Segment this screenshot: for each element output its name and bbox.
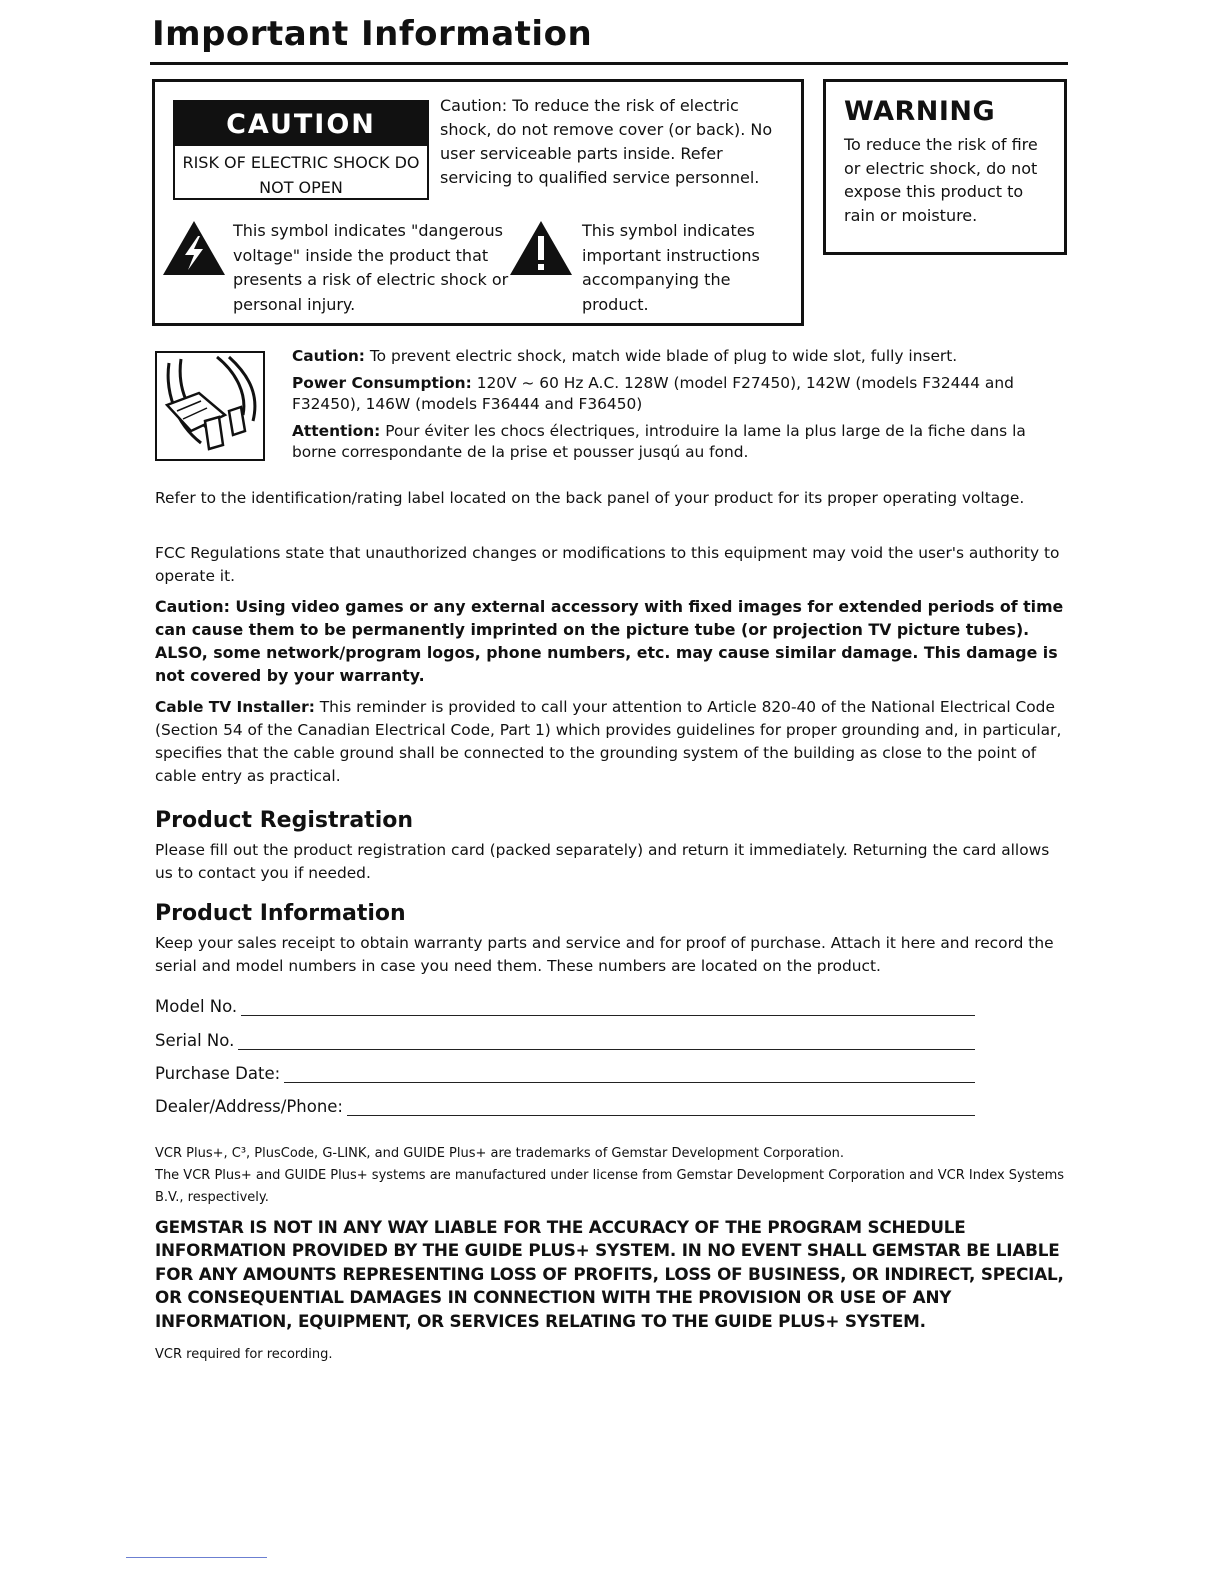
fcc-text: FCC Regulations state that unauthorized changes or modifications to this equipment may void the user's authority to operate it. <box>155 544 1060 585</box>
power-consumption-label: Power Consumption: <box>292 373 472 392</box>
caution-banner: CAUTION <box>175 102 427 146</box>
plug-caution <box>292 346 1062 368</box>
product-registration-text: Please fill out the product registration card (packed separately) and return it immediately. Returning the card allows us to contact you if needed. <box>155 841 1050 882</box>
plug-caution-text: To prevent electric shock, match wide blade of plug to wide slot, fully insert. <box>369 347 958 365</box>
footer-rule <box>126 1557 267 1558</box>
power-consumption-text: 120V ~ 60 Hz A.C. 128W (model F27450), 142W (models F32444 and F32450), 146W (models F36444 and F36450) <box>292 373 1014 413</box>
caution-label <box>173 100 429 200</box>
model-number-line[interactable] <box>241 999 975 1016</box>
dealer-line[interactable] <box>347 1099 975 1116</box>
fcc-paragraph <box>155 542 1067 588</box>
caution-note: Caution: To reduce the risk of electric shock, do not remove cover (or back). No user serviceable parts inside. Refer servicing to qualified service personnel. <box>440 96 773 187</box>
serial-number-field[interactable] <box>155 1026 975 1050</box>
product-registration-heading: Product Registration <box>155 808 414 833</box>
plug-attention-label: Attention: <box>292 421 381 440</box>
lightning-bolt-triangle-icon <box>161 219 227 277</box>
polarized-plug-icon <box>155 351 265 461</box>
model-number-field[interactable] <box>155 992 975 1016</box>
product-information-text: Keep your sales receipt to obtain warranty parts and service and for proof of purchase. Attach it here and record the serial and model numbers in case you need them. These numbers are located on the product. <box>155 934 1054 975</box>
exclamation-triangle-icon <box>508 219 574 277</box>
caution-box <box>152 79 804 326</box>
model-number-label: Model No. <box>155 997 238 1016</box>
video-games-caution <box>155 595 1067 687</box>
product-information-heading: Product Information <box>155 901 406 926</box>
plug-attention <box>292 421 1062 464</box>
purchase-date-label: Purchase Date: <box>155 1064 281 1083</box>
serial-number-line[interactable] <box>238 1033 975 1050</box>
title-divider <box>150 62 1068 65</box>
product-information-paragraph <box>155 932 1067 978</box>
instructions-symbol-text: This symbol indicates important instructions accompanying the product. <box>582 221 760 314</box>
rating-label-paragraph <box>155 487 1067 510</box>
serial-number-label: Serial No. <box>155 1031 235 1050</box>
plug-attention-text: Pour éviter les chocs électriques, introduire la lame la plus large de la fiche dans la borne correspondante de la prise et pousser jusqú au fond. <box>292 421 1026 461</box>
trademarks-note <box>155 1143 1067 1209</box>
plug-notes <box>292 346 1062 469</box>
cable-installer-content <box>155 696 1067 788</box>
power-consumption <box>292 373 1062 416</box>
voltage-symbol-text: This symbol indicates "dangerous voltage" inside the product that presents a risk of electric shock or personal injury. <box>233 221 509 314</box>
dealer-field[interactable] <box>155 1092 975 1116</box>
purchase-date-line[interactable] <box>284 1066 975 1083</box>
plug-caution-label: Caution: <box>292 347 365 365</box>
video-games-caution-text: Caution: Using video games or any external accessory with fixed images for extended periods of time can cause them to be permanently imprinted on the picture tube (or projection TV picture tubes). ALSO, some network/program logos, phone numbers, etc. may cause similar damage. This damage is not covered by your warranty. <box>155 597 1064 685</box>
warning-box <box>823 79 1067 255</box>
cable-installer-text: This reminder is provided to call your attention to Article 820-40 of the National Electrical Code (Section 54 of the Canadian Electrical Code, Part 1) which provides guidelines for proper grounding and, in particular, specifies that the cable ground shall be connected to the grounding system of the building as close to the point of cable entry as practical. <box>155 698 1062 785</box>
vcr-note: VCR required for recording. <box>155 1347 333 1362</box>
warning-text: To reduce the risk of fire or electric shock, do not expose this product to rain or moisture. <box>844 135 1038 225</box>
cable-installer-label: Cable TV Installer: <box>155 698 315 716</box>
caution-subtext: RISK OF ELECTRIC SHOCK DO NOT OPEN <box>182 153 420 197</box>
trademarks-line-1: VCR Plus+, C³, PlusCode, G-LINK, and GUIDE Plus+ are trademarks of Gemstar Development Corporation. <box>155 1146 845 1161</box>
cable-installer-paragraph <box>155 696 1067 788</box>
warning-heading: WARNING <box>844 96 996 127</box>
trademarks-line-2: The VCR Plus+ and GUIDE Plus+ systems are manufactured under license from Gemstar Development Corporation and VCR Index Systems B.V., respectively. <box>155 1168 1065 1205</box>
page-title: Important Information <box>152 14 593 54</box>
purchase-date-field[interactable] <box>155 1059 975 1083</box>
dealer-label: Dealer/Address/Phone: <box>155 1097 343 1116</box>
product-registration-paragraph <box>155 839 1067 885</box>
gemstar-disclaimer: GEMSTAR IS NOT IN ANY WAY LIABLE FOR THE ACCURACY OF THE PROGRAM SCHEDULE INFORMATION PROVIDED BY THE GUIDE PLUS+ SYSTEM. IN NO EVENT SHALL GEMSTAR BE LIABLE FOR ANY AMOUNTS REPRESENTING LOSS OF PROFITS, LOSS OF BUSINESS, OR INDIRECT, SPECIAL, OR CONSEQUENTIAL DAMAGES IN CONNECTION WITH THE PROVISION OR USE OF ANY INFORMATION, EQUIPMENT, OR SERVICES RELATING TO THE GUIDE PLUS+ SYSTEM. <box>155 1217 1064 1331</box>
rating-label-text: Refer to the identification/rating label located on the back panel of your product for its proper operating voltage. <box>155 489 1025 507</box>
